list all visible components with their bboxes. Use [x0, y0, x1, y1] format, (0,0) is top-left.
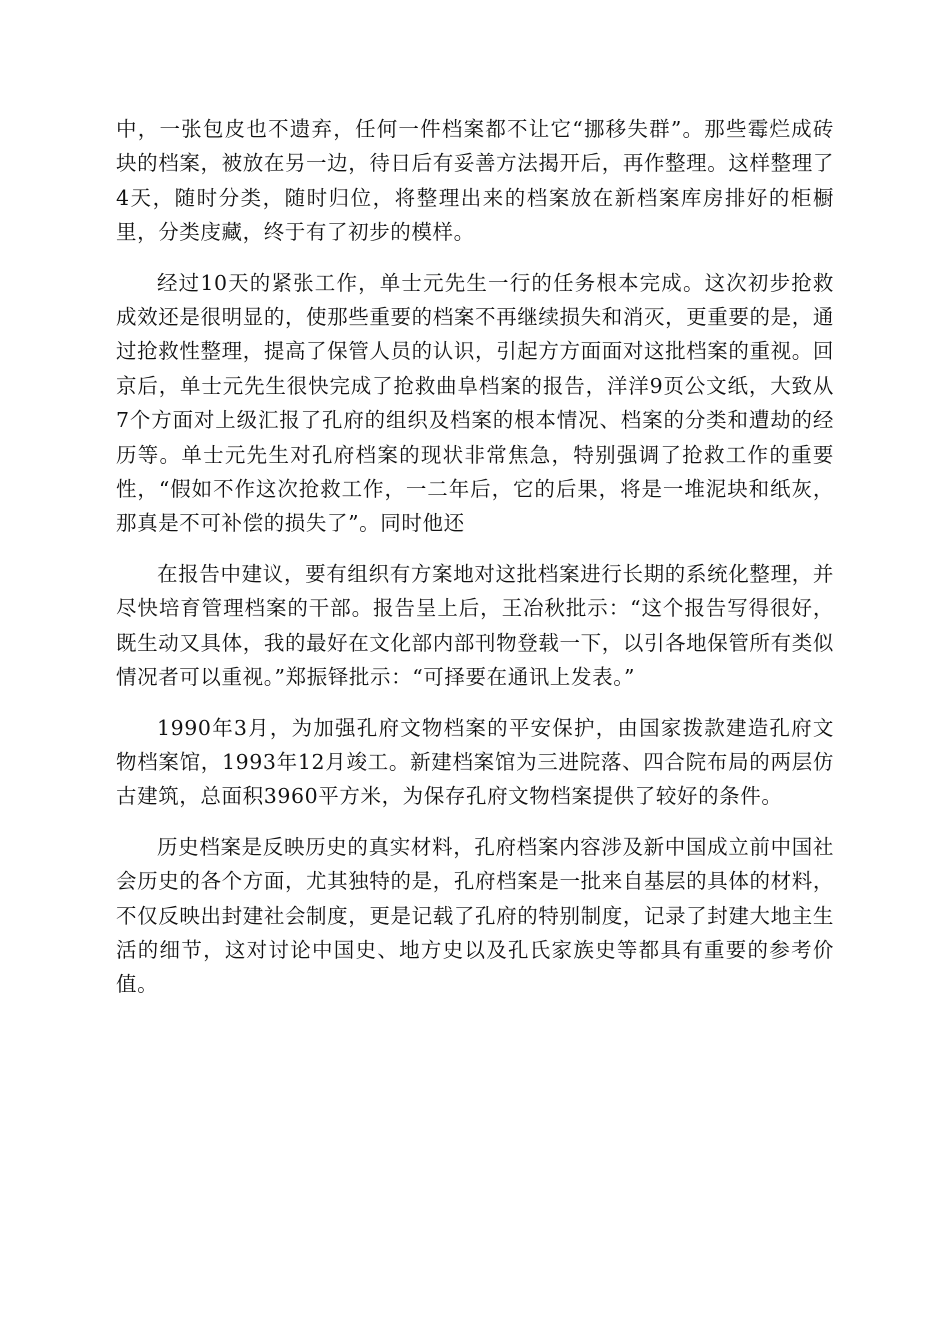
paragraph: 1990年3月，为加强孔府文物档案的平安保护，由国家拨款建造孔府文物档案馆，1993年12月竣工。新建档案馆为三进院落、四合院布局的两层仿古建筑，总面积3960平方米，为保存孔府文物档案提供了较好的条件。	[116, 715, 834, 809]
paragraph-continued: 中，一张包皮也不遗弃，任何一件档案都不让它“挪移失群”。那些霉烂成砖块的档案，被放在另一边，待日后有妥善方法揭开后，再作整理。这样整理了4天，随时分类，随时归位，将整理出来的档案放在新档案库房排好的柜橱里，分类庋藏，终于有了初步的模样。	[116, 117, 834, 245]
paragraph: 历史档案是反映历史的真实材料，孔府档案内容涉及新中国成立前中国社会历史的各个方面，尤其独特的是，孔府档案是一批来自基层的具体的材料，不仅反映出封建社会制度，更是记载了孔府的特别制度，记录了封建大地主生活的细节，这对讨论中国史、地方史以及孔氏家族史等都具有重要的参考价值。	[116, 834, 834, 997]
document-body	[116, 112, 834, 1002]
paragraph: 在报告中建议，要有组织有方案地对这批档案进行长期的系统化整理，并尽快培育管理档案的干部。报告呈上后，王冶秋批示：“这个报告写得很好，既生动又具体，我的最好在文化部内部刊物登载一下，以引各地保管所有类似情况者可以重视。”郑振铎批示：“可择要在通讯上发表。”	[116, 561, 834, 690]
paragraph: 经过10天的紧张工作，单士元先生一行的任务根本完成。这次初步抢救成效还是很明显的，使那些重要的档案不再继续损失和消灭，更重要的是，通过抢救性整理，提高了保管人员的认识，引起方方面面对这批档案的重视。回京后，单士元先生很快完成了抢救曲阜档案的报告，洋洋9页公文纸，大致从7个方面对上级汇报了孔府的组织及档案的根本情况、档案的分类和遭劫的经历等。单士元先生对孔府档案的现状非常焦急，特别强调了抢救工作的重要性，“假如不作这次抢救工作，一二年后，它的后果，将是一堆泥块和纸灰，那真是不可补偿的损失了”。同时他还	[116, 270, 834, 536]
